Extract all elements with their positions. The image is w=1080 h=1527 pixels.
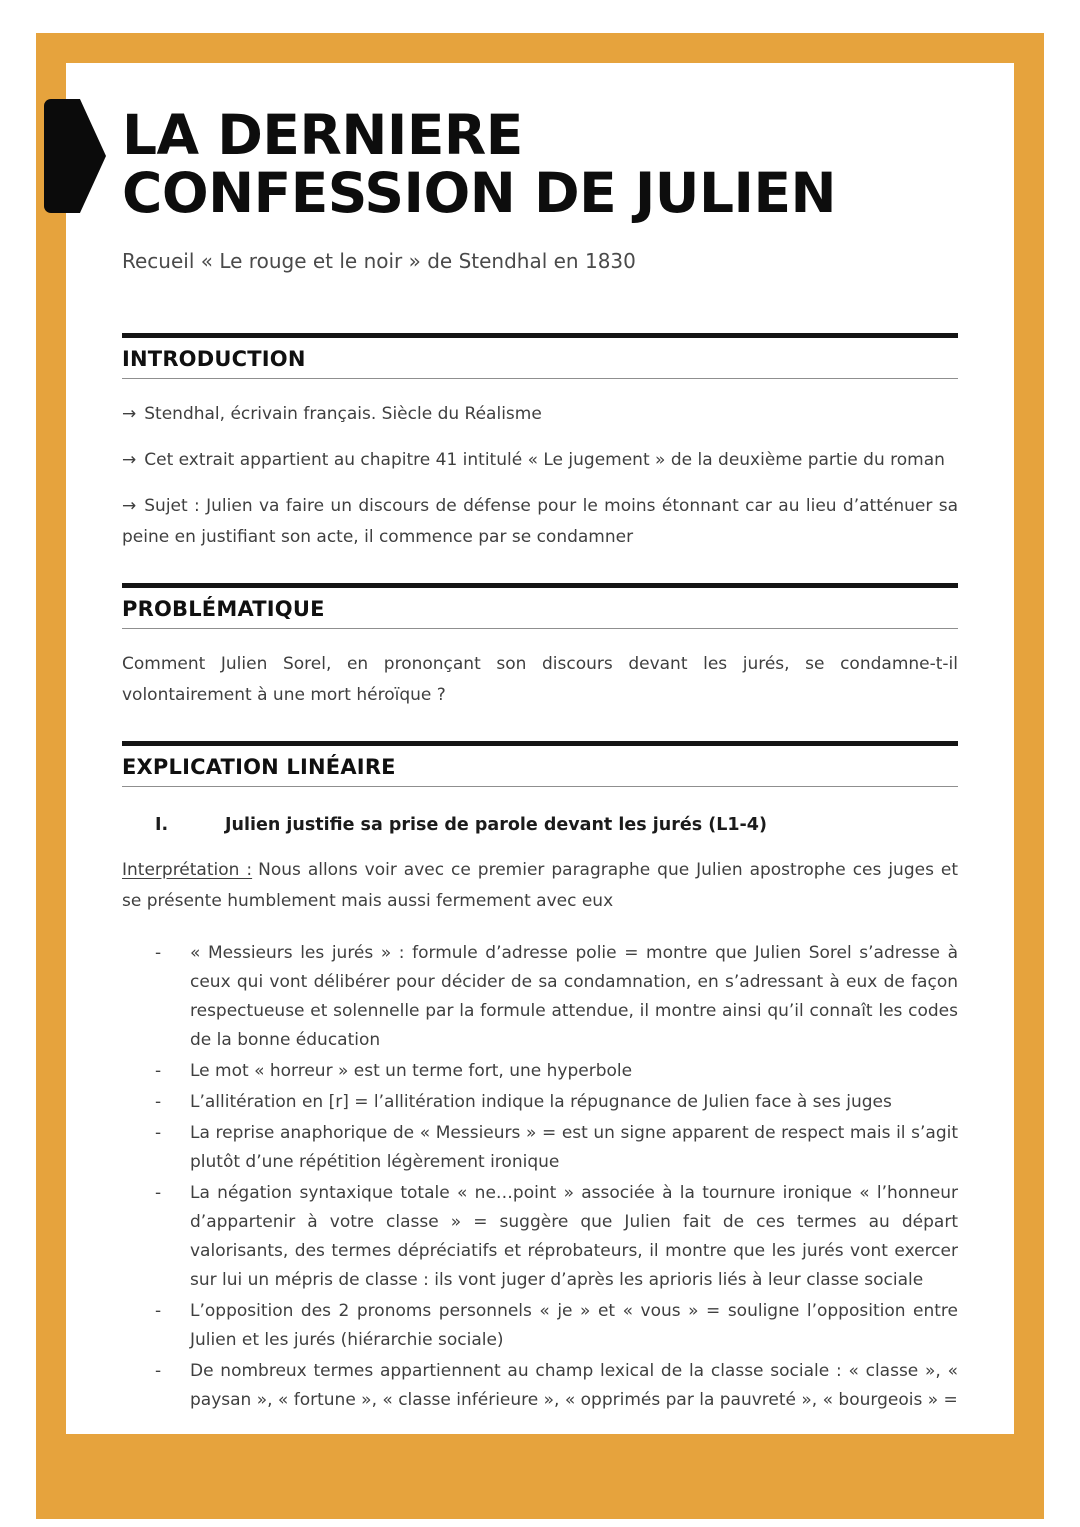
list-item [122, 1297, 958, 1355]
list-item-text: « Messieurs les jurés » : formule d’adresse polie = montre que Julien Sorel s’adresse à ceux qui vont délibérer pour décider de sa condamnation, en s’adressant à eux de façon respectueuse et solennelle par la formule attendue, il montre ainsi qu’il connaît les codes de la bonne éducation [190, 942, 958, 1050]
section-heading-introduction: INTRODUCTION [122, 346, 306, 371]
section-introduction [122, 333, 958, 553]
dash-bullet: - [155, 1060, 162, 1081]
interpretation-paragraph [122, 855, 958, 917]
dash-bullet: - [155, 1300, 162, 1321]
section-divider-thin [122, 786, 958, 787]
list-item [122, 1088, 958, 1117]
page-title [122, 103, 958, 226]
list-item [122, 1357, 958, 1415]
section-problematique [122, 583, 958, 711]
dash-bullet: - [155, 1091, 162, 1112]
intro-paragraph [122, 445, 958, 476]
interpretation-text: Nous allons voir avec ce premier paragraphe que Julien apostrophe ces juges et se présente humblement mais aussi fermement avec eux [122, 859, 959, 911]
arrow-icon: → [122, 449, 137, 470]
arrow-icon: → [122, 495, 137, 516]
analysis-list [122, 939, 958, 1415]
dash-bullet: - [155, 1182, 162, 1203]
list-item-text: La négation syntaxique totale « ne…point » associée à la tournure ironique « l’honneur d’appartenir à votre classe » = suggère que Julien fait de ces termes au départ valorisants, des termes dépréciatifs et réprobateurs, il montre que les jurés vont exercer sur lui un mépris de classe : ils vont juger d’après les aprioris liés à leur classe sociale [190, 1182, 958, 1290]
list-item-text: L’allitération en [r] = l’allitération indique la répugnance de Julien face à ses juges [190, 1091, 892, 1112]
list-item [122, 1119, 958, 1177]
bookmark-tag-icon [44, 99, 106, 213]
section-heading-problematique: PROBLÉMATIQUE [122, 596, 325, 621]
list-item-text: La reprise anaphorique de « Messieurs » = est un signe apparent de respect mais il s’agit plutôt d’une répétition légèrement ironique [190, 1122, 958, 1172]
intro-paragraph [122, 399, 958, 430]
list-item [122, 939, 958, 1055]
dash-bullet: - [155, 942, 162, 963]
list-item-text: L’opposition des 2 pronoms personnels « je » et « vous » = souligne l’opposition entre Julien et les jurés (hiérarchie sociale) [190, 1300, 958, 1350]
section-divider-thick [122, 741, 958, 746]
page-subtitle: Recueil « Le rouge et le noir » de Stendhal en 1830 [122, 248, 636, 273]
dash-bullet: - [155, 1122, 162, 1143]
part-number: I. [155, 814, 169, 835]
page-title-line1: LA DERNIERE [122, 103, 523, 167]
list-item [122, 1057, 958, 1086]
part-heading [122, 815, 958, 835]
section-divider-thick [122, 583, 958, 588]
section-heading-explication: EXPLICATION LINÉAIRE [122, 754, 396, 779]
intro-paragraph-text: Sujet : Julien va faire un discours de défense pour le moins étonnant car au lieu d’atténuer sa peine en justifiant son acte, il commence par se condamner [122, 495, 958, 547]
intro-paragraph [122, 491, 958, 553]
section-divider-thin [122, 628, 958, 629]
part-title: Julien justifie sa prise de parole devant les jurés (L1-4) [225, 814, 767, 835]
intro-paragraph-text: Cet extrait appartient au chapitre 41 intitulé « Le jugement » de la deuxième partie du roman [144, 449, 945, 470]
list-item-text: De nombreux termes appartiennent au champ lexical de la classe sociale : « classe », « paysan », « fortune », « classe inférieure », « opprimés par la pauvreté », « bourgeois » = [190, 1360, 958, 1410]
intro-paragraph-text: Stendhal, écrivain français. Siècle du Réalisme [144, 403, 542, 424]
problematique-paragraph: Comment Julien Sorel, en prononçant son discours devant les jurés, se condamne-t-il volontairement à une mort héroïque ? [122, 653, 958, 705]
interpretation-label: Interprétation : [122, 859, 253, 880]
section-divider-thick [122, 333, 958, 338]
dash-bullet: - [155, 1360, 162, 1381]
arrow-icon: → [122, 403, 137, 424]
list-item-text: Le mot « horreur » est un terme fort, une hyperbole [190, 1060, 633, 1081]
page-title-line2: CONFESSION DE JULIEN [122, 161, 837, 226]
document-content [122, 103, 959, 1417]
section-divider-thin [122, 378, 958, 379]
section-explication-lineaire [122, 741, 958, 1415]
list-item [122, 1179, 958, 1295]
